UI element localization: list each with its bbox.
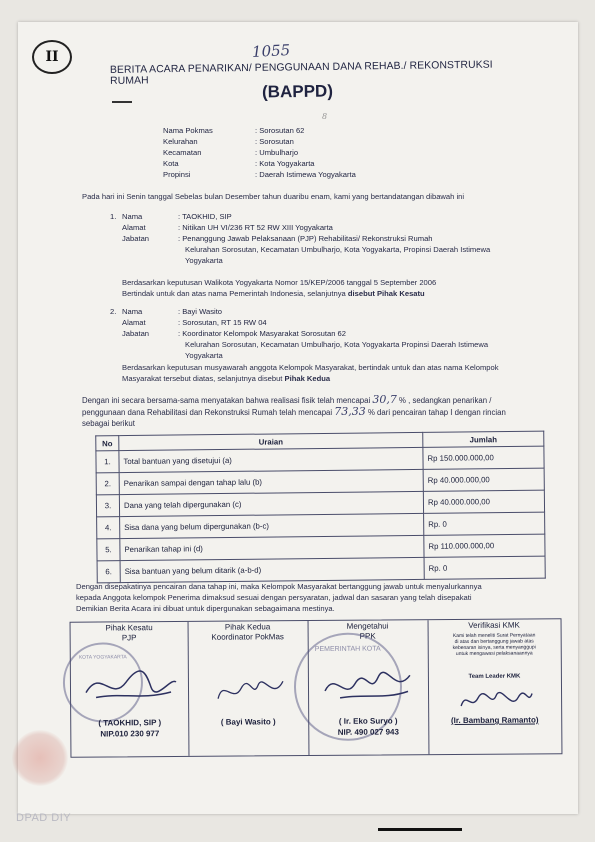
row-number: 2. [96, 473, 119, 495]
party-label: Jabatan [122, 329, 150, 338]
party-value: : Bayi Wasito [178, 307, 223, 316]
party-number: 2. [110, 307, 117, 316]
info-label: Kota [163, 159, 179, 168]
column-header-uraian: Uraian [119, 432, 423, 450]
sig-role: PJP [121, 633, 137, 643]
row-amount: Rp 110.000.000,00 [424, 534, 545, 557]
signature-col-mengetahui [308, 620, 430, 755]
party1-jabatan-cont: Kelurahan Sorosutan, Kecamatan Umbulharjo, Kota Yogyakarta, Propinsi Daerah Istimewa [185, 245, 491, 254]
stamp-text: PEMERINTAH KOTA [314, 645, 381, 654]
party1-basis-2 [122, 289, 425, 300]
statement-line-3: sebagai berikut [82, 419, 135, 428]
handwritten-fund-percent: 73,33 [334, 405, 366, 418]
column-header-no: No [96, 436, 119, 451]
sig-name: ( TAOKHID, SIP ) [98, 718, 162, 728]
party2-designation: Pihak Kedua [284, 374, 331, 383]
info-value: : Umbulharjo [255, 148, 299, 157]
sig-nip: NIP.010 230 977 [100, 729, 160, 739]
info-label: Kelurahan [163, 137, 198, 146]
handwritten-physical-percent: 30,7 [372, 393, 397, 406]
row-number: 5. [97, 539, 120, 561]
party-value: : Koordinator Kelompok Masyarakat Sorosutan 62 [178, 329, 346, 338]
party1-basis: Berdasarkan keputusan Walikota Yogyakarta Nomor 15/KEP/2006 tanggal 5 September 2006 [122, 278, 437, 287]
party1-designation: disebut Pihak Kesatu [347, 289, 425, 298]
party2-basis: Berdasarkan keputusan musyawarah anggota Kelompok Masyarakat, bertindak untuk dan atas nama Kelompok [122, 363, 499, 372]
document-subtitle: (BAPPD) [261, 81, 334, 102]
sig-heading: Pihak Kedua [224, 622, 271, 632]
row-number: 4. [97, 517, 120, 539]
party-label: Nama [122, 212, 143, 221]
row-number: 6. [97, 561, 120, 583]
intro-paragraph: Pada hari ini Senin tanggal Sebelas bulan Desember tahun duaribu enam, kami yang bertandatangan dibawah ini [82, 192, 465, 201]
document-title: BERITA ACARA PENARIKAN/ PENGGUNAAN DANA REHAB./ REKONSTRUKSI RUMAH [109, 59, 493, 87]
row-amount: Rp 40.000.000,00 [423, 468, 544, 491]
statement-text: penggunaan dana Rehabilitasi dan Rekonstruksi Rumah telah mencapai [82, 408, 333, 417]
row-amount: Rp. 0 [424, 512, 545, 535]
statement-line-2 [82, 407, 506, 419]
stamp-text: KOTA YOGYAKARTA [78, 654, 127, 661]
section-number: II [32, 40, 72, 74]
sig-nip: NIP. 490 027 943 [337, 727, 399, 737]
watermark-text: DPAD DIY [16, 812, 72, 824]
signature-col-pihak-kesatu [71, 622, 190, 757]
row-amount: Rp 150.000.000,00 [423, 446, 544, 469]
closing-line-3: Demikian Berita Acara ini dibuat untuk dipergunakan sebagaimana mestinya. [76, 604, 335, 613]
table-row [97, 556, 545, 583]
row-number: 3. [96, 495, 119, 517]
row-description: Total bantuan yang disetujui (a) [119, 447, 423, 472]
statement-text: Dengan ini secara bersama-sama menyatakan bahwa realisasi fisik telah mencapai [82, 396, 371, 405]
signature-table [70, 618, 563, 757]
info-label: Nama Pokmas [163, 126, 213, 135]
scan-edge-bar [378, 828, 462, 831]
info-label: Kecamatan [163, 148, 202, 157]
verification-note: Kami telah meneliti Surat Pernyataan [452, 632, 536, 640]
row-description: Dana yang telah dipergunakan (c) [119, 491, 423, 516]
info-value: : Sorosutan 62 [255, 126, 305, 135]
column-header-jumlah: Jumlah [423, 431, 544, 447]
row-description: Penarikan sampai dengan tahap lalu (b) [119, 469, 423, 494]
verification-note: untuk mengawasi pelaksanaannya [455, 650, 533, 658]
sig-heading: Verifikasi KMK [468, 620, 520, 630]
party-label: Jabatan [122, 234, 150, 243]
row-description: Sisa dana yang belum dipergunakan (b-c) [120, 513, 424, 538]
signature-scribble [456, 685, 536, 716]
party-label: Alamat [122, 318, 146, 327]
statement-line-1 [82, 395, 491, 407]
row-description: Sisa bantuan yang belum ditarik (a-b-d) [120, 557, 424, 582]
info-value: : Kota Yogyakarta [255, 159, 315, 168]
row-description: Penarikan tahap ini (d) [120, 535, 424, 560]
sig-heading: Mengetahui [346, 621, 389, 631]
party2-jabatan-cont2: Yogyakarta [185, 351, 223, 360]
party-label: Alamat [122, 223, 146, 232]
party2-jabatan-cont: Kelurahan Sorosutan, Kecamatan Umbulharjo, Kota Yogyakarta Propinsi Daerah Istimewa [185, 340, 489, 349]
party-value: : Penanggung Jawab Pelaksanaan (PJP) Rehabilitasi/ Rekonstruksi Rumah [178, 234, 433, 243]
signature-scribble [320, 665, 415, 706]
party-number: 1. [110, 212, 117, 221]
closing-line-2: kepada Anggota kelompok Penerima dimaksud sesuai dengan persyaratan, jadwal dan sasaran yang telah disepakati [76, 593, 472, 602]
signature-scribble [81, 662, 181, 708]
verification-note: di atas dan bertanggung jawab atas [454, 638, 534, 646]
handwritten-page-number: 1055 [251, 41, 291, 61]
sig-heading: Pihak Kesatu [105, 623, 153, 633]
statement-text: % dari pencairan tahap I dengan rincian [367, 408, 506, 417]
signature-col-verifikasi [428, 619, 562, 754]
party1-basis-text: Bertindak untuk dan atas nama Pemerintah Indonesia, selanjutnya [122, 289, 346, 298]
sig-name: ( Bayi Wasito ) [220, 717, 276, 727]
party-value: : Sorosutan, RT 15 RW 04 [178, 318, 267, 327]
archive-emblem-icon [12, 730, 68, 786]
party-value: : TAOKHID, SIP [178, 212, 232, 221]
budget-table [95, 431, 546, 584]
info-value: : Sorosutan [255, 137, 294, 146]
signature-scribble [213, 673, 288, 709]
verification-note: kebenaran isinya, serta menyanggupi [452, 644, 536, 652]
sig-name: ( Ir. Eko Suryo ) [338, 716, 398, 726]
signature-col-pihak-kedua [188, 621, 310, 756]
closing-line-1: Dengan disepakatinya pencairan dana tahap ini, maka Kelompok Masyarakat bertanggung jawab untuk menyalurkannya [76, 582, 482, 591]
row-number: 1. [96, 451, 119, 473]
party2-basis-text: Masyarakat tersebut diatas, selanjutnya disebut [122, 374, 283, 383]
row-amount: Rp. 0 [424, 556, 545, 579]
info-value: : Daerah Istimewa Yogyakarta [255, 170, 356, 179]
info-label: Propinsi [163, 170, 191, 179]
sig-name: (Ir. Bambang Ramanto) [450, 715, 539, 726]
sig-role: Team Leader KMK [468, 673, 521, 680]
party-value: : Nitikan UH VI/236 RT 52 RW XIII Yogyakarta [178, 223, 333, 232]
handwritten-mark: 8 [322, 112, 328, 121]
sig-role: PPK [359, 631, 376, 641]
party2-basis-2 [122, 374, 330, 385]
sig-role: Koordinator PokMas [211, 632, 284, 642]
party1-jabatan-cont2: Yogyakarta [185, 256, 223, 265]
party-label: Nama [122, 307, 143, 316]
statement-text: % , sedangkan penarikan / [399, 396, 492, 405]
row-amount: Rp 40.000.000,00 [423, 490, 544, 513]
